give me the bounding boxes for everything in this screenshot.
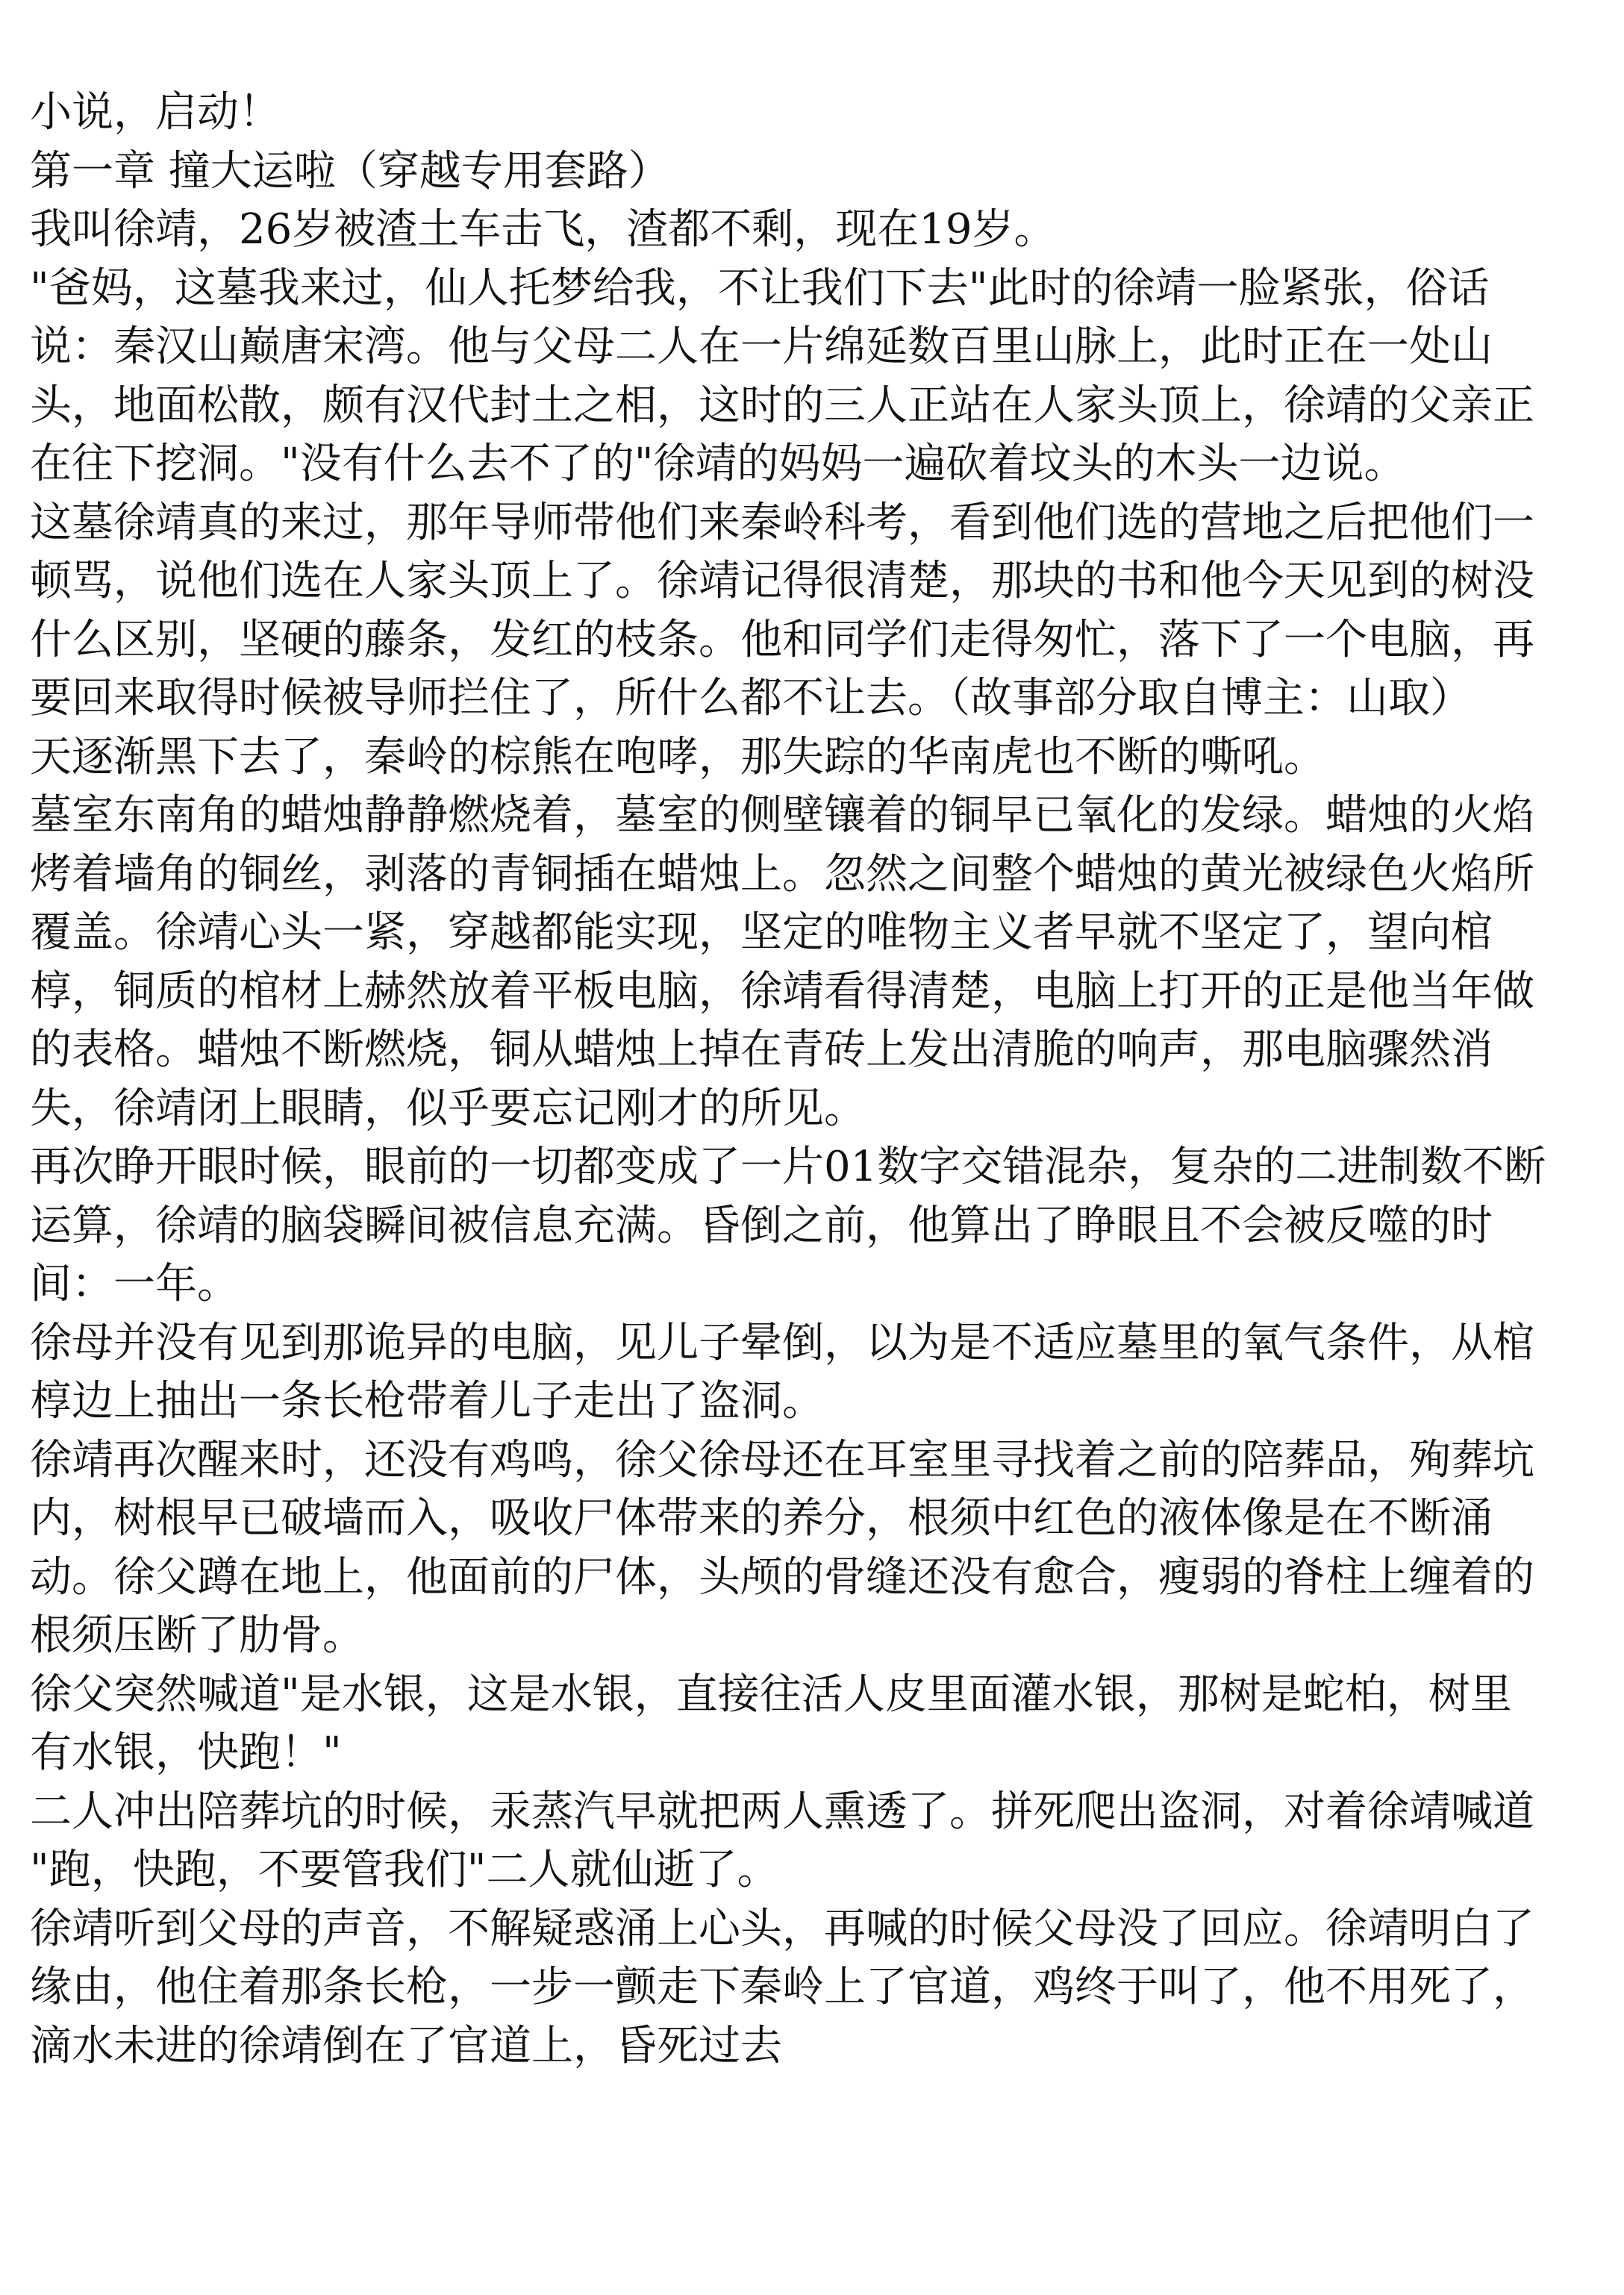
text-line-15: 覆盖。徐靖心头一紧，穿越都能实现，坚定的唯物主义者早就不坚定了，望向棺 — [30, 908, 1493, 957]
text-line-22: 徐母并没有见到那诡异的电脑，见儿子晕倒，以为是不适应墓里的氧气条件，从棺 — [30, 1318, 1534, 1367]
text-line-13: 墓室东南角的蜡烛静静燃烧着，墓室的侧壁镶着的铜早已氧化的发绿。蜡烛的火焰 — [30, 791, 1534, 840]
text-line-26: 动。徐父蹲在地上，他面前的尸体，头颅的骨缝还没有愈合，瘦弱的脊柱上缠着的 — [30, 1552, 1534, 1602]
text-line-3: 我叫徐靖，26岁被渣土车击飞，渣都不剩，现在19岁。 — [30, 205, 1056, 254]
text-line-31: "跑，快跑，不要管我们"二人就仙逝了。 — [30, 1846, 779, 1894]
text-line-23: 椁边上抽出一条长枪带着儿子走出了盗洞。 — [30, 1377, 824, 1426]
document-body — [30, 84, 1597, 2076]
text-line-24: 徐靖再次醒来时，还没有鸡鸣，徐父徐母还在耳室里寻找着之前的陪葬品，殉葬坑 — [30, 1435, 1534, 1484]
text-line-28: 徐父突然喊道"是水银，这是水银，直接往活人皮里面灌水银，那树是蛇柏，树里 — [30, 1670, 1512, 1719]
text-line-27: 根须压断了肋骨。 — [30, 1611, 364, 1660]
text-line-20: 运算，徐靖的脑袋瞬间被信息充满。昏倒之前，他算出了睁眼且不会被反噬的时 — [30, 1201, 1493, 1250]
text-line-29: 有水银，快跑！" — [30, 1729, 342, 1777]
text-line-12: 天逐渐黑下去了，秦岭的棕熊在咆哮，那失踪的华南虎也不断的嘶吼。 — [30, 732, 1325, 781]
text-line-30: 二人冲出陪葬坑的时候，汞蒸汽早就把两人熏透了。拼死爬出盗洞，对着徐靖喊道 — [30, 1787, 1534, 1836]
text-line-33: 缘由，他住着那条长枪，一步一颤走下秦岭上了官道，鸡终于叫了，他不用死了， — [30, 1963, 1534, 2011]
text-line-18: 失，徐靖闭上眼睛，似乎要忘记刚才的所见。 — [30, 1084, 866, 1133]
text-line-1: 小说，启动！ — [30, 88, 281, 137]
text-line-9: 顿骂，说他们选在人家头顶上了。徐靖记得很清楚，那块的书和他今天见到的树没 — [30, 557, 1534, 605]
text-line-32: 徐靖听到父母的声音，不解疑惑涌上心头，再喊的时候父母没了回应。徐靖明白了 — [30, 1904, 1534, 1953]
text-line-5: 说：秦汉山巅唐宋湾。他与父母二人在一片绵延数百里山脉上，此时正在一处山 — [30, 322, 1493, 371]
text-line-34: 滴水未进的徐靖倒在了官道上，昏死过去 — [30, 2021, 782, 2070]
chapter-title: 第一章 撞大运啦（穿越专用套路） — [30, 146, 670, 196]
text-line-19: 再次睁开眼时候，眼前的一切都变成了一片01数字交错混杂，复杂的二进制数不断 — [30, 1143, 1546, 1191]
text-line-7: 在往下挖洞。"没有什么去不了的"徐靖的妈妈一遍砍着坟头的木头一边说。 — [30, 440, 1406, 488]
text-line-25: 内，树根早已破墙而入，吸收尸体带来的养分，根须中红色的液体像是在不断涌 — [30, 1494, 1493, 1543]
text-line-16: 椁，铜质的棺材上赫然放着平板电脑，徐靖看得清楚，电脑上打开的正是他当年做 — [30, 967, 1534, 1016]
text-line-4: "爸妈，这墓我来过，仙人托梦给我，不让我们下去"此时的徐靖一脸紧张，俗话 — [30, 263, 1490, 313]
text-line-21: 间：一年。 — [30, 1260, 239, 1308]
text-line-6: 头，地面松散，颇有汉代封土之相，这时的三人正站在人家头顶上，徐靖的父亲正 — [30, 381, 1534, 430]
text-line-11: 要回来取得时候被导师拦住了，所什么都不让去。（故事部分取自博主：山取） — [30, 674, 1472, 722]
text-line-14: 烤着墙角的铜丝，剥落的青铜插在蜡烛上。忽然之间整个蜡烛的黄光被绿色火焰所 — [30, 849, 1534, 899]
text-line-8: 这墓徐靖真的来过，那年导师带他们来秦岭科考，看到他们选的营地之后把他们一 — [30, 498, 1534, 547]
text-line-17: 的表格。蜡烛不断燃烧，铜从蜡烛上掉在青砖上发出清脆的响声，那电脑骤然消 — [30, 1025, 1493, 1074]
text-line-10: 什么区别，坚硬的藤条，发红的枝条。他和同学们走得匆忙，落下了一个电脑，再 — [30, 615, 1534, 664]
